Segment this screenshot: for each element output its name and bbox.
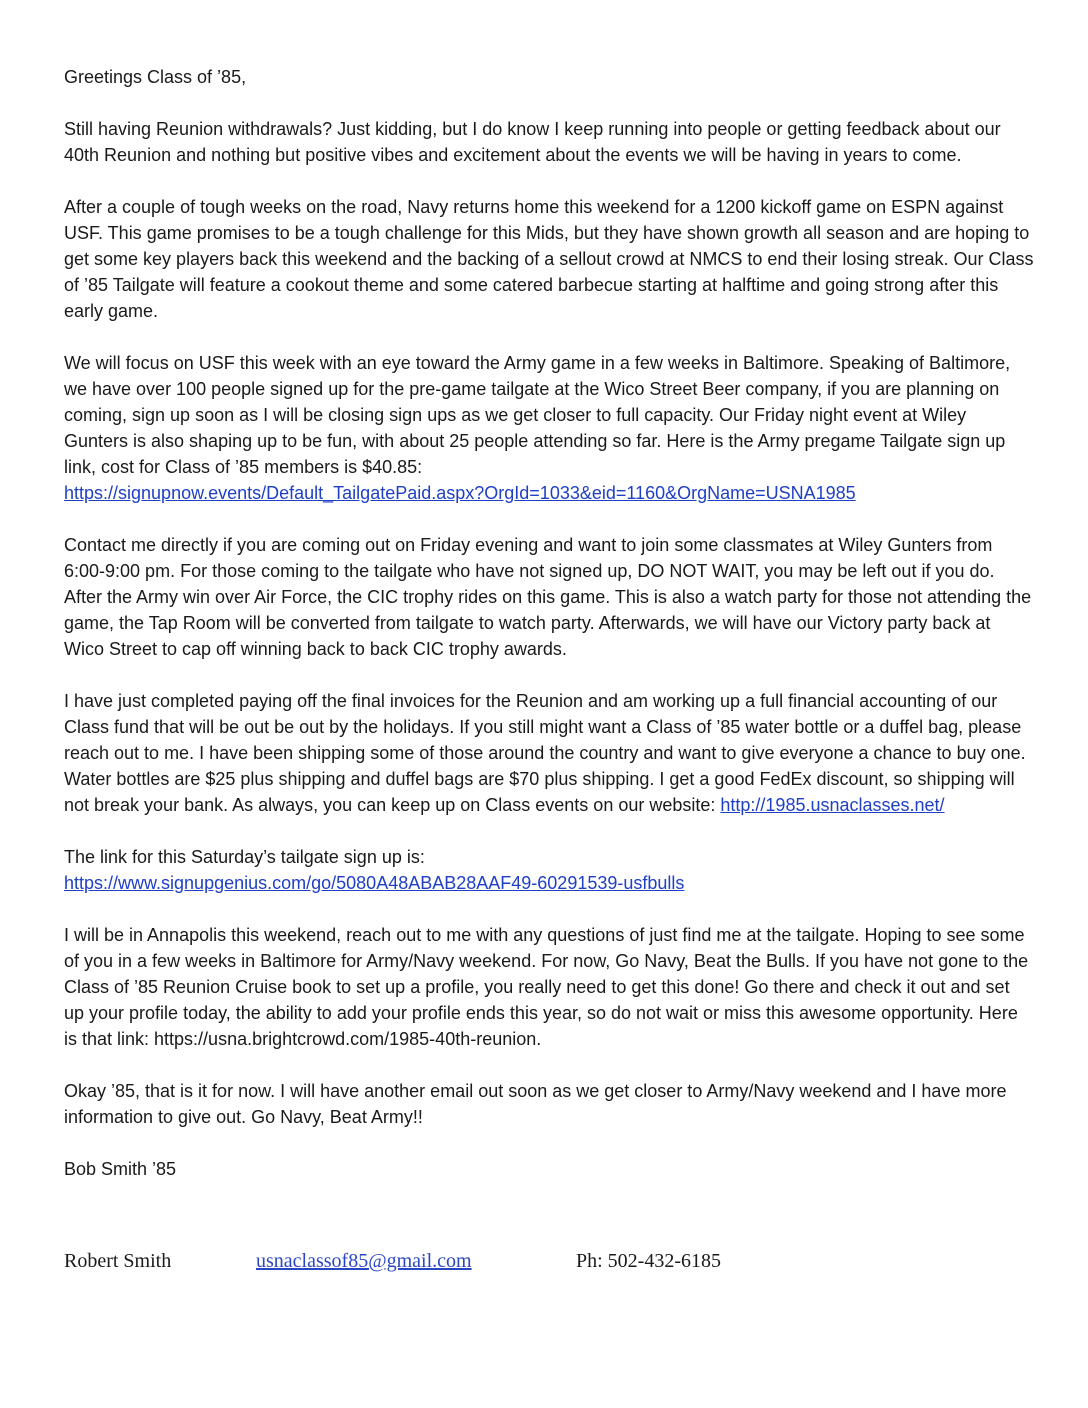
paragraph-reunion: Still having Reunion withdrawals? Just kidding, but I do know I keep running into people or getting feedback about our 40th Reunion and nothing but positive vibes and excitement about the events we will be having in years to come.	[64, 119, 1001, 165]
paragraph-friday-event: Contact me directly if you are coming out on Friday evening and want to join some classmates at Wiley Gunters from 6:00-9:00 pm. For those coming to the tailgate who have not signed up, DO NOT WAIT, you may be left out if you do. After the Army win over Air Force, the CIC trophy rides on this game. This is also a watch party for those not attending the game, the Tap Room will be converted from tailgate to watch party. Afterwards, we will have our Victory party back at Wico Street to cap off winning back to back CIC trophy awards.	[64, 535, 1032, 659]
paragraph-closing: Okay ’85, that is it for now. I will have another email out soon as we get closer to Army/Navy weekend and I have more information to give out. Go Navy, Beat Army!!	[64, 1081, 1007, 1127]
finances-text: I have just completed paying off the final invoices for the Reunion and am working up a full financial accounting of our Class fund that will be out be out by the holidays. If you still might want a Class of ’85 water bottle or a duffel bag, please reach out to me. I have been shipping some of those around the country and want to give everyone a chance to buy one. Water bottles are $25 plus shipping and duffel bags are $70 plus shipping. I get a good FedEx discount, so shipping will not break your bank. As always, you can keep up on Class events on our website:	[64, 691, 1026, 815]
paragraph-usf-game: After a couple of tough weeks on the road, Navy returns home this weekend for a 1200 kickoff game on ESPN against USF. This game promises to be a tough challenge for this Mids, but they have shown growth all season and are hoping to get some key players back this weekend and the backing of a sellout crowd at NMCS to end their losing streak. Our Class of ’85 Tailgate will feature a cookout theme and some catered barbecue starting at halftime and going strong after this early game.	[64, 197, 1034, 321]
army-tailgate-signup-link[interactable]: https://signupnow.events/Default_TailgatePaid.aspx?OrgId=1033&eid=1160&OrgName=USNA1985	[64, 483, 856, 503]
signature-email-link[interactable]: usnaclassof85@gmail.com	[256, 1250, 472, 1272]
paragraph-army-tailgate	[64, 350, 1034, 506]
saturday-signup-text: The link for this Saturday’s tailgate sign up is:	[64, 847, 425, 867]
signature-email	[256, 1248, 472, 1274]
signature-full-name: Robert Smith	[64, 1250, 172, 1272]
class-website-link[interactable]: http://1985.usnaclasses.net/	[720, 795, 945, 815]
saturday-tailgate-signup-link[interactable]: https://www.signupgenius.com/go/5080A48ABAB28AAF49-60291539-usfbulls	[64, 873, 685, 893]
letter-body	[64, 64, 1034, 1182]
army-tailgate-text: We will focus on USF this week with an eye toward the Army game in a few weeks in Baltimore. Speaking of Baltimore, we have over 100 people signed up for the pre-game tailgate at the Wico Street Beer company, if you are planning on coming, sign up soon as I will be closing sign ups as we get closer to full capacity. Our Friday night event at Wiley Gunters is also shaping up to be fun, with about 25 people attending so far. Here is the Army pregame Tailgate sign up link, cost for Class of ’85 members is $40.85:	[64, 353, 1011, 477]
greeting: Greetings Class of ’85,	[64, 67, 247, 87]
signature-short-name: Bob Smith ’85	[64, 1159, 177, 1179]
paragraph-finances	[64, 688, 1034, 818]
paragraph-annapolis: I will be in Annapolis this weekend, reach out to me with any questions of just find me at the tailgate. Hoping to see some of you in a few weeks in Baltimore for Army/Navy weekend. For now, Go Navy, Beat the Bulls. If you have not gone to the Class of ’85 Reunion Cruise book to set up a profile, you really need to get this done! Go there and check it out and set up your profile today, the ability to add your profile ends this year, so do not wait or miss this awesome opportunity. Here is that link: https://usna.brightcrowd.com/1985-40th-reunion.	[64, 925, 1029, 1049]
paragraph-saturday-signup	[64, 844, 1034, 896]
signature-phone: Ph: 502-432-6185	[576, 1250, 721, 1272]
